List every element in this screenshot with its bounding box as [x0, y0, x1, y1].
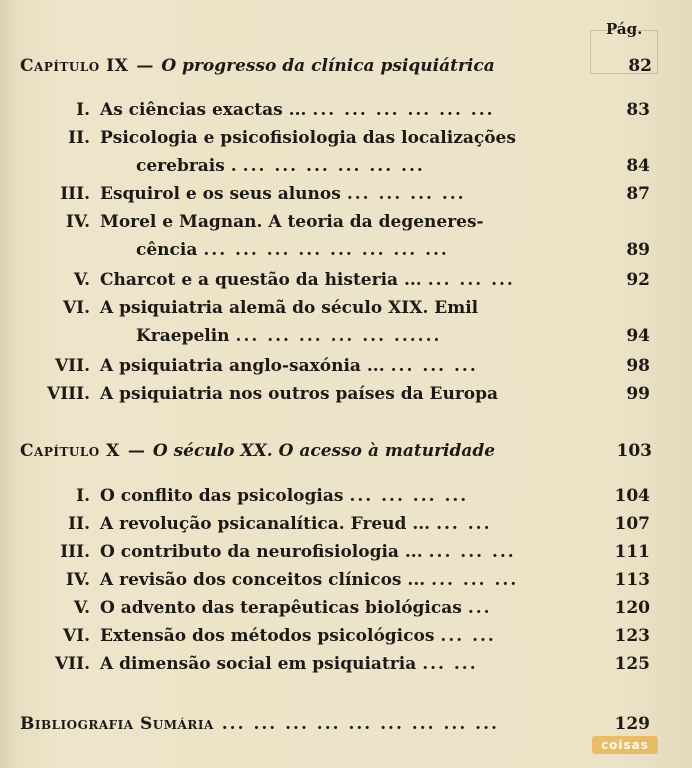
- entry-title: A psiquiatria nos outros países da Europa: [100, 384, 499, 404]
- chapter-10-separator: —: [127, 441, 145, 461]
- entry-line: [100, 654, 574, 682]
- entry-number: I.: [76, 100, 90, 120]
- leader-dots: ... ... ... ...: [349, 486, 469, 506]
- bibliography-entry: [20, 714, 650, 742]
- entry-title: cerebrais .: [136, 156, 237, 176]
- entry-title: Charcot e a questão da histeria ...: [100, 270, 422, 290]
- leader-dots: ... ... ...: [428, 542, 516, 562]
- chapter-10-label: Capítulo X: [20, 441, 120, 461]
- entry-number: II.: [68, 514, 90, 534]
- entry-text: [100, 270, 574, 298]
- entry-number: VI.: [62, 298, 90, 318]
- entry-page: 84: [626, 156, 650, 176]
- entry-number: VII.: [54, 654, 90, 674]
- entry-text: [100, 100, 574, 128]
- entry-title: O conflito das psicologias: [100, 486, 344, 506]
- entry-text: [100, 356, 574, 384]
- entry-page: 89: [626, 240, 650, 260]
- entry-line: [100, 298, 574, 326]
- entry-text: [100, 212, 574, 268]
- entry-text: [100, 514, 574, 542]
- entry-text: [100, 542, 574, 570]
- entry-line: [100, 184, 574, 212]
- entry-number: I.: [76, 486, 90, 506]
- entry-line: [100, 384, 574, 412]
- entry-line: [100, 270, 574, 298]
- entry-page: 99: [626, 384, 650, 404]
- entry-number: V.: [73, 270, 90, 290]
- coisas-watermark-logo: coisas: [592, 736, 658, 754]
- entry-line: [100, 514, 574, 542]
- entry-title: A revolução psicanalítica. Freud ...: [100, 514, 431, 534]
- chapter-10-title: O século XX. O acesso à maturidade: [152, 441, 496, 461]
- entry-page: 83: [626, 100, 650, 120]
- bibliography-page: 129: [614, 714, 650, 734]
- leader-dots: ... ... ... ... ... ...: [242, 156, 425, 176]
- bibliography-label: Bibliografia Sumária: [20, 714, 214, 734]
- entry-title: cência: [136, 240, 198, 260]
- entry-text: [100, 598, 574, 626]
- entry-title: Kraepelin: [136, 326, 230, 346]
- entry-title: O contributo da neurofisiologia ...: [100, 542, 423, 562]
- leader-dots: ... ...: [440, 626, 496, 646]
- entry-title: Esquirol e os seus alunos: [100, 184, 341, 204]
- leader-dots: ... ... ... ... ... ... ... ... ...: [221, 714, 499, 734]
- entry-line: [100, 542, 574, 570]
- entry-page: 87: [626, 184, 650, 204]
- leader-dots: ... ... ... ...: [346, 184, 466, 204]
- leader-dots: ...: [467, 598, 492, 618]
- entry-text: [100, 184, 574, 212]
- entry-title: A psiquiatria anglo-saxónia ...: [100, 356, 385, 376]
- chapter-10-heading: [20, 441, 652, 467]
- entry-line: [100, 128, 574, 156]
- leader-dots: ... ... ... ... ... ... ... ...: [203, 240, 449, 260]
- entry-text: [100, 128, 574, 184]
- leader-dots: ... ... ...: [427, 270, 515, 290]
- entry-line: [100, 100, 574, 128]
- entry-text: [100, 654, 574, 682]
- entry-text: [100, 626, 574, 654]
- entry-line: [100, 570, 574, 598]
- entry-number: III.: [60, 184, 90, 204]
- chapter-9-separator: —: [136, 56, 154, 76]
- leader-dots: ... ...: [436, 514, 492, 534]
- entry-text: [100, 384, 574, 412]
- leader-dots: ... ... ...: [431, 570, 519, 590]
- entry-line: [100, 212, 574, 240]
- leader-dots: ... ... ... ... ... ......: [235, 326, 442, 346]
- entry-number: VI.: [62, 626, 90, 646]
- entry-page: 125: [614, 654, 650, 674]
- entry-text: [100, 486, 574, 514]
- entry-line: [100, 156, 574, 184]
- entry-title: Extensão dos métodos psicológicos: [100, 626, 435, 646]
- entry-page: 113: [614, 570, 650, 590]
- entry-line: [100, 240, 574, 268]
- entry-line: [100, 598, 574, 626]
- chapter-9-title: O progresso da clínica psiquiátrica: [161, 56, 495, 76]
- leader-dots: ... ... ...: [390, 356, 478, 376]
- entry-line: [100, 356, 574, 384]
- entry-page: 120: [614, 598, 650, 618]
- entry-page: 94: [626, 326, 650, 346]
- leader-dots: ... ... ... ... ... ...: [312, 100, 495, 120]
- chapter-10-page: 103: [616, 441, 652, 461]
- entry-page: 107: [614, 514, 650, 534]
- chapter-9-heading: [20, 56, 652, 82]
- entry-title: A revisão dos conceitos clínicos ...: [100, 570, 426, 590]
- entry-page: 98: [626, 356, 650, 376]
- chapter-9-page: 82: [628, 56, 652, 76]
- entry-page: 111: [614, 542, 650, 562]
- entry-title: A psiquiatria alemã do século XIX. Emil: [100, 298, 479, 318]
- entry-title: O advento das terapêuticas biológicas: [100, 598, 462, 618]
- entry-title: Morel e Magnan. A teoria da degeneres-: [100, 212, 484, 232]
- entry-page: 92: [626, 270, 650, 290]
- entry-page: 104: [614, 486, 650, 506]
- entry-title: As ciências exactas ...: [100, 100, 307, 120]
- entry-page: 123: [614, 626, 650, 646]
- entry-number: V.: [73, 598, 90, 618]
- entry-number: III.: [60, 542, 90, 562]
- entry-number: IV.: [65, 570, 90, 590]
- entry-line: [100, 486, 574, 514]
- page-column-header: Pág.: [606, 20, 643, 38]
- entry-title: A dimensão social em psiquiatria: [100, 654, 417, 674]
- entry-text: [100, 298, 574, 354]
- entry-line: [100, 326, 574, 354]
- leader-dots: ... ...: [422, 654, 478, 674]
- entry-number: VII.: [54, 356, 90, 376]
- entry-number: VIII.: [47, 384, 90, 404]
- entry-line: [100, 626, 574, 654]
- entry-title: Psicologia e psicofisiologia das localizações: [100, 128, 516, 148]
- entry-number: IV.: [65, 212, 90, 232]
- entry-number: II.: [68, 128, 90, 148]
- chapter-9-label: Capítulo IX: [20, 56, 129, 76]
- entry-text: [100, 570, 574, 598]
